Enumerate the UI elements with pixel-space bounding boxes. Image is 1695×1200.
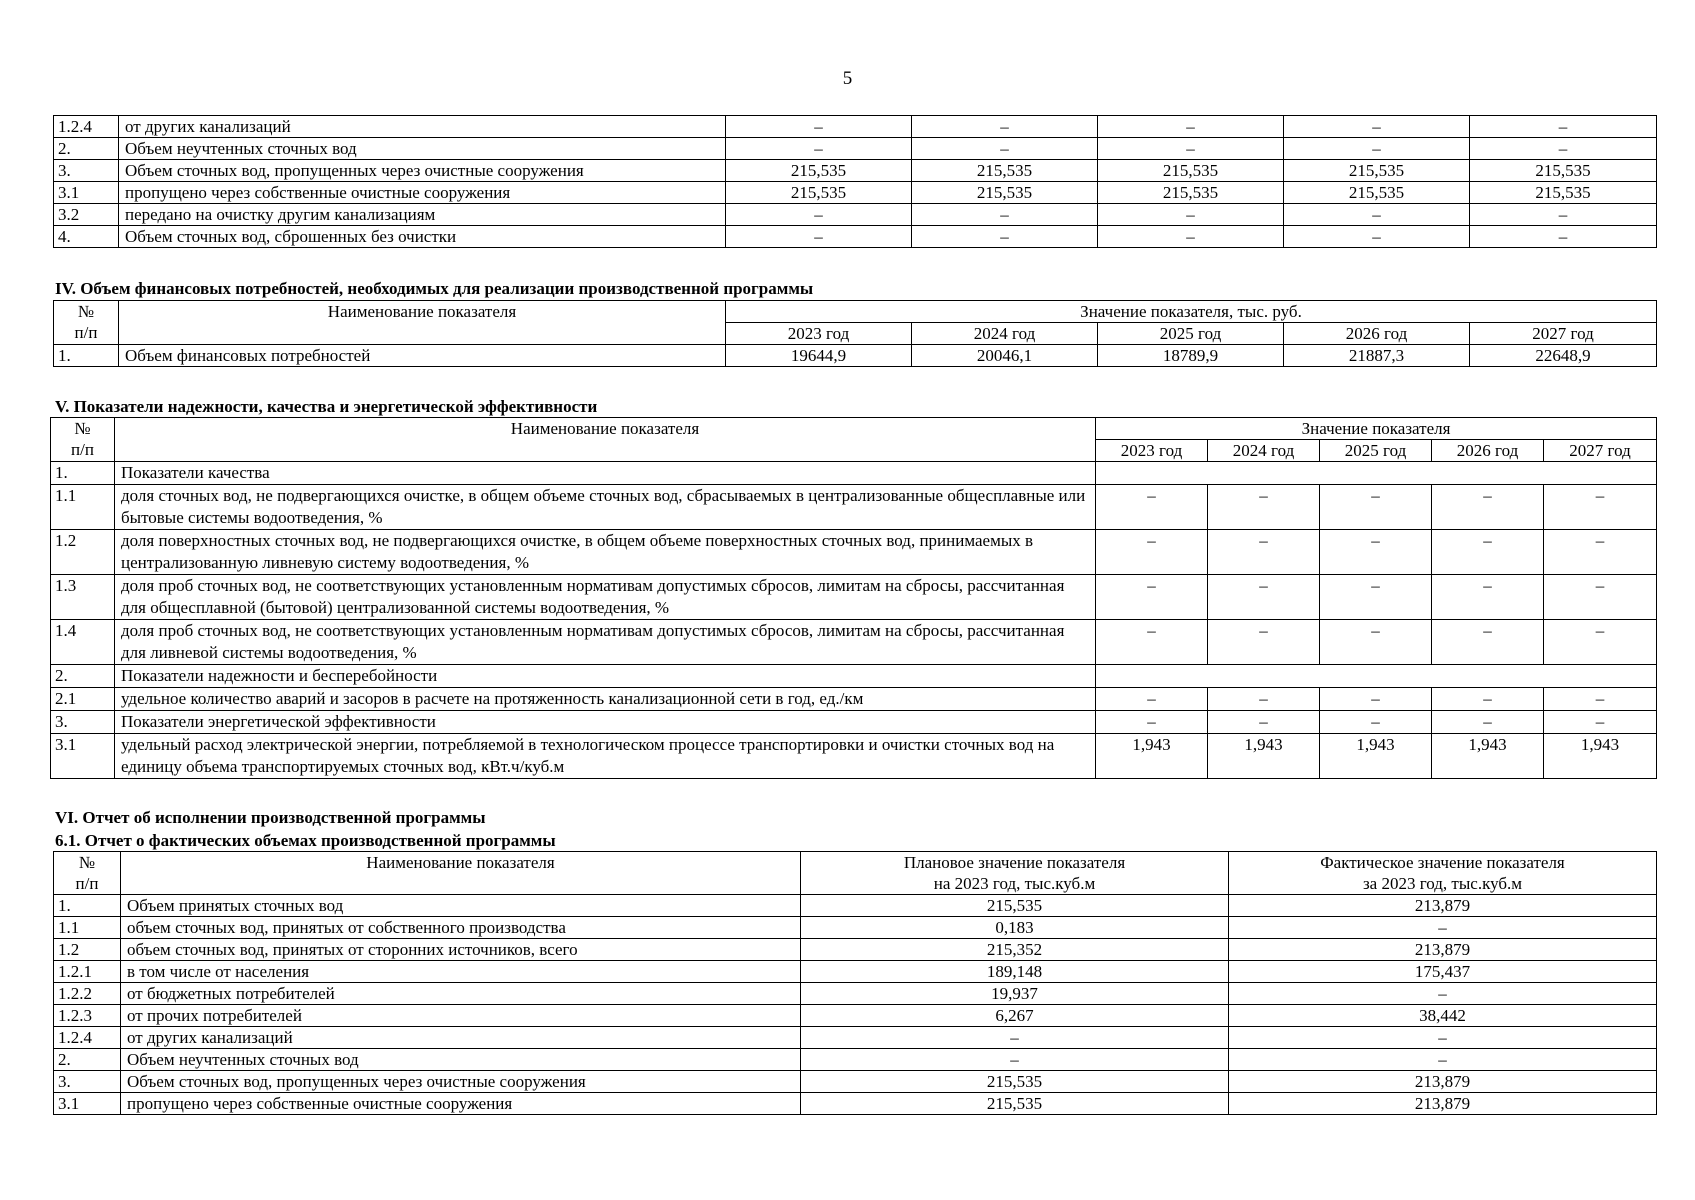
row-value: 215,535 bbox=[726, 182, 912, 204]
row-name: пропущено через собственные очистные сооружения bbox=[119, 182, 726, 204]
col-num-line2: п/п bbox=[75, 874, 99, 893]
row-number: 3.1 bbox=[54, 1093, 121, 1115]
col-num-header bbox=[54, 301, 119, 345]
row-value: – bbox=[912, 226, 1098, 248]
row-name: Показатели надежности и бесперебойности bbox=[115, 665, 1096, 688]
table-row bbox=[51, 711, 1657, 734]
row-value: – bbox=[912, 204, 1098, 226]
row-fact-value: 175,437 bbox=[1229, 961, 1657, 983]
row-value: – bbox=[1284, 138, 1470, 160]
row-number: 3.1 bbox=[51, 734, 115, 779]
row-number: 3. bbox=[54, 160, 119, 182]
row-number: 1.2 bbox=[54, 939, 121, 961]
row-value: – bbox=[1208, 688, 1320, 711]
row-fact-value: – bbox=[1229, 1049, 1657, 1071]
row-value: – bbox=[1284, 226, 1470, 248]
row-value: – bbox=[1096, 575, 1208, 620]
row-value: – bbox=[1544, 530, 1657, 575]
col-num-line2: п/п bbox=[74, 323, 98, 342]
table-row bbox=[54, 138, 1657, 160]
row-value: – bbox=[1432, 688, 1544, 711]
year-header: 2026 год bbox=[1432, 440, 1544, 462]
row-value: – bbox=[1470, 204, 1657, 226]
row-value: – bbox=[1098, 226, 1284, 248]
row-name: объем сточных вод, принятых от сторонних источников, всего bbox=[121, 939, 801, 961]
row-number: 1.2.1 bbox=[54, 961, 121, 983]
row-value: – bbox=[1432, 711, 1544, 734]
row-number: 1.3 bbox=[51, 575, 115, 620]
year-header: 2027 год bbox=[1470, 323, 1657, 345]
table-row bbox=[51, 665, 1657, 688]
col-num-line2: п/п bbox=[71, 440, 94, 459]
col-name-header: Наименование показателя bbox=[121, 852, 801, 895]
row-value: – bbox=[1544, 485, 1657, 530]
row-name: пропущено через собственные очистные сооружения bbox=[121, 1093, 801, 1115]
row-value: – bbox=[1208, 711, 1320, 734]
row-value: 1,943 bbox=[1432, 734, 1544, 779]
section-6-title: VI. Отчет об исполнении производственной программы bbox=[55, 808, 486, 827]
row-value: – bbox=[1544, 575, 1657, 620]
row-name: передано на очистку другим канализациям bbox=[119, 204, 726, 226]
col-plan-line1: Плановое значение показателя bbox=[903, 853, 1126, 872]
row-fact-value: – bbox=[1229, 1027, 1657, 1049]
row-value: 19644,9 bbox=[726, 345, 912, 367]
value-group-header: Значение показателя, тыс. руб. bbox=[726, 301, 1657, 323]
col-num-header bbox=[51, 418, 115, 462]
table-row bbox=[54, 939, 1657, 961]
row-value: – bbox=[1284, 116, 1470, 138]
row-number: 1.2 bbox=[51, 530, 115, 575]
row-number: 1.2.3 bbox=[54, 1005, 121, 1027]
row-name: от других канализаций bbox=[119, 116, 726, 138]
row-name: Объем неучтенных сточных вод bbox=[119, 138, 726, 160]
row-value: – bbox=[1432, 620, 1544, 665]
table-row bbox=[51, 462, 1657, 485]
row-value: 215,535 bbox=[1098, 160, 1284, 182]
row-fact-value: – bbox=[1229, 917, 1657, 939]
row-value: – bbox=[1320, 575, 1432, 620]
row-number: 2.1 bbox=[51, 688, 115, 711]
row-value: – bbox=[726, 138, 912, 160]
row-name: Показатели энергетической эффективности bbox=[115, 711, 1096, 734]
table-row bbox=[54, 1049, 1657, 1071]
row-value-empty bbox=[1096, 665, 1657, 688]
section-4-title: IV. Объем финансовых потребностей, необходимых для реализации производственной программы bbox=[55, 279, 814, 298]
row-value: 18789,9 bbox=[1098, 345, 1284, 367]
row-name: от других канализаций bbox=[121, 1027, 801, 1049]
col-num-line1: № bbox=[74, 419, 91, 438]
reliability-quality-table bbox=[50, 417, 1657, 779]
col-num-line1: № bbox=[77, 302, 95, 321]
row-value: 215,535 bbox=[912, 160, 1098, 182]
row-value: 22648,9 bbox=[1470, 345, 1657, 367]
row-fact-value: 213,879 bbox=[1229, 1093, 1657, 1115]
row-number: 1.1 bbox=[54, 917, 121, 939]
row-number: 3.2 bbox=[54, 204, 119, 226]
row-name: в том числе от населения bbox=[121, 961, 801, 983]
row-value: – bbox=[1320, 688, 1432, 711]
row-value: 215,535 bbox=[1470, 160, 1657, 182]
table-row bbox=[54, 1005, 1657, 1027]
row-value: – bbox=[912, 116, 1098, 138]
row-value: – bbox=[1208, 575, 1320, 620]
row-value: – bbox=[1096, 688, 1208, 711]
row-fact-value: 38,442 bbox=[1229, 1005, 1657, 1027]
row-fact-value: 213,879 bbox=[1229, 895, 1657, 917]
row-number: 3. bbox=[54, 1071, 121, 1093]
row-value: – bbox=[1098, 138, 1284, 160]
row-fact-value: 213,879 bbox=[1229, 1071, 1657, 1093]
row-value: – bbox=[726, 226, 912, 248]
row-number: 1.4 bbox=[51, 620, 115, 665]
row-number: 2. bbox=[54, 138, 119, 160]
row-name: доля проб сточных вод, не соответствующих установленным нормативам допустимых сбросов, лимитам на сбросы, рассчитанная для ливневой системы водоотведения, % bbox=[115, 620, 1096, 665]
top-continuation-table bbox=[53, 115, 1657, 248]
row-value: 215,535 bbox=[1098, 182, 1284, 204]
year-header: 2023 год bbox=[1096, 440, 1208, 462]
row-value: 1,943 bbox=[1320, 734, 1432, 779]
col-name-header: Наименование показателя bbox=[119, 301, 726, 345]
row-plan-value: – bbox=[801, 1027, 1229, 1049]
row-plan-value: 0,183 bbox=[801, 917, 1229, 939]
row-number: 1.2.2 bbox=[54, 983, 121, 1005]
section-6-subtitle: 6.1. Отчет о фактических объемах производственной программы bbox=[55, 831, 556, 850]
table-row bbox=[51, 530, 1657, 575]
table-row bbox=[54, 983, 1657, 1005]
row-number: 3. bbox=[51, 711, 115, 734]
row-number: 1. bbox=[54, 895, 121, 917]
row-plan-value: 215,535 bbox=[801, 1071, 1229, 1093]
year-header: 2023 год bbox=[726, 323, 912, 345]
row-number: 2. bbox=[51, 665, 115, 688]
row-value: – bbox=[1208, 485, 1320, 530]
table-row bbox=[54, 182, 1657, 204]
row-name: удельный расход электрической энергии, потребляемой в технологическом процессе транспортировки и очистки сточных вод на единицу объема транспортируемых сточных вод, кВт.ч/куб.м bbox=[115, 734, 1096, 779]
table-row bbox=[54, 1027, 1657, 1049]
row-value: – bbox=[1544, 711, 1657, 734]
row-name: Объем сточных вод, сброшенных без очистки bbox=[119, 226, 726, 248]
table-row bbox=[54, 1093, 1657, 1115]
row-number: 4. bbox=[54, 226, 119, 248]
row-name: Объем принятых сточных вод bbox=[121, 895, 801, 917]
row-value: 215,535 bbox=[1284, 182, 1470, 204]
row-value: – bbox=[726, 116, 912, 138]
col-fact-line2: за 2023 год, тыс.куб.м bbox=[1362, 874, 1523, 893]
table-row bbox=[51, 688, 1657, 711]
row-name: от прочих потребителей bbox=[121, 1005, 801, 1027]
col-num-header bbox=[54, 852, 121, 895]
row-name: Показатели качества bbox=[115, 462, 1096, 485]
row-value: 21887,3 bbox=[1284, 345, 1470, 367]
row-value: – bbox=[1320, 485, 1432, 530]
row-value: – bbox=[1096, 530, 1208, 575]
row-value: – bbox=[1432, 485, 1544, 530]
col-plan-header bbox=[801, 852, 1229, 895]
table-row bbox=[51, 575, 1657, 620]
table-row bbox=[51, 485, 1657, 530]
row-value-empty bbox=[1096, 462, 1657, 485]
row-value: – bbox=[1098, 116, 1284, 138]
table-row bbox=[54, 204, 1657, 226]
year-header: 2024 год bbox=[1208, 440, 1320, 462]
row-value: – bbox=[1096, 711, 1208, 734]
row-name: от бюджетных потребителей bbox=[121, 983, 801, 1005]
year-header: 2027 год bbox=[1544, 440, 1657, 462]
row-plan-value: 189,148 bbox=[801, 961, 1229, 983]
year-header: 2025 год bbox=[1098, 323, 1284, 345]
row-value: – bbox=[1320, 620, 1432, 665]
row-value: – bbox=[1544, 688, 1657, 711]
row-number: 2. bbox=[54, 1049, 121, 1071]
row-value: 215,535 bbox=[726, 160, 912, 182]
row-value: – bbox=[1096, 485, 1208, 530]
row-name: Объем неучтенных сточных вод bbox=[121, 1049, 801, 1071]
production-report-table bbox=[53, 851, 1657, 1115]
table-row bbox=[51, 734, 1657, 779]
row-value: – bbox=[1470, 138, 1657, 160]
row-plan-value: 215,352 bbox=[801, 939, 1229, 961]
page-number: 5 bbox=[842, 68, 853, 89]
row-number: 1.1 bbox=[51, 485, 115, 530]
row-name: доля сточных вод, не подвергающихся очистке, в общем объеме сточных вод, сбрасываемых в централизованные общесплавные или бытовые системы водоотведения, % bbox=[115, 485, 1096, 530]
financial-needs-table bbox=[53, 300, 1657, 367]
row-value: 1,943 bbox=[1208, 734, 1320, 779]
row-plan-value: 6,267 bbox=[801, 1005, 1229, 1027]
row-value: – bbox=[1096, 620, 1208, 665]
year-header: 2025 год bbox=[1320, 440, 1432, 462]
row-value: – bbox=[1432, 530, 1544, 575]
row-name: Объем финансовых потребностей bbox=[119, 345, 726, 367]
row-plan-value: 215,535 bbox=[801, 1093, 1229, 1115]
year-header: 2024 год bbox=[912, 323, 1098, 345]
value-group-header: Значение показателя bbox=[1096, 418, 1657, 440]
row-name: объем сточных вод, принятых от собственного производства bbox=[121, 917, 801, 939]
row-value: 1,943 bbox=[1544, 734, 1657, 779]
year-header: 2026 год bbox=[1284, 323, 1470, 345]
row-name: удельное количество аварий и засоров в расчете на протяженность канализационной сети в год, ед./км bbox=[115, 688, 1096, 711]
row-value: 215,535 bbox=[912, 182, 1098, 204]
row-plan-value: 19,937 bbox=[801, 983, 1229, 1005]
table-row bbox=[54, 160, 1657, 182]
row-number: 1.2.4 bbox=[54, 116, 119, 138]
row-fact-value: 213,879 bbox=[1229, 939, 1657, 961]
col-fact-header bbox=[1229, 852, 1657, 895]
row-value: 20046,1 bbox=[912, 345, 1098, 367]
col-name-header: Наименование показателя bbox=[115, 418, 1096, 462]
row-value: – bbox=[1284, 204, 1470, 226]
section-5-title: V. Показатели надежности, качества и энергетической эффективности bbox=[55, 397, 598, 416]
row-value: 1,943 bbox=[1096, 734, 1208, 779]
table-row bbox=[54, 895, 1657, 917]
row-value: – bbox=[1470, 116, 1657, 138]
table-row bbox=[54, 345, 1657, 367]
row-value: – bbox=[1320, 530, 1432, 575]
row-value: – bbox=[1098, 204, 1284, 226]
row-number: 1.2.4 bbox=[54, 1027, 121, 1049]
row-plan-value: – bbox=[801, 1049, 1229, 1071]
row-number: 1. bbox=[54, 345, 119, 367]
row-name: доля проб сточных вод, не соответствующих установленным нормативам допустимых сбросов, лимитам на сбросы, рассчитанная для общесплавной (бытовой) централизованной системы водоотведения, % bbox=[115, 575, 1096, 620]
row-value: – bbox=[912, 138, 1098, 160]
row-number: 3.1 bbox=[54, 182, 119, 204]
row-value: – bbox=[726, 204, 912, 226]
table-row bbox=[51, 620, 1657, 665]
col-num-line1: № bbox=[78, 853, 96, 872]
row-fact-value: – bbox=[1229, 983, 1657, 1005]
row-value: – bbox=[1470, 226, 1657, 248]
table-row bbox=[54, 116, 1657, 138]
row-name: Объем сточных вод, пропущенных через очистные сооружения bbox=[121, 1071, 801, 1093]
row-number: 1. bbox=[51, 462, 115, 485]
table-row bbox=[54, 1071, 1657, 1093]
row-value: – bbox=[1544, 620, 1657, 665]
row-name: Объем сточных вод, пропущенных через очистные сооружения bbox=[119, 160, 726, 182]
row-value: 215,535 bbox=[1284, 160, 1470, 182]
table-row bbox=[54, 917, 1657, 939]
row-value: – bbox=[1208, 620, 1320, 665]
col-plan-line2: на 2023 год, тыс.куб.м bbox=[933, 874, 1096, 893]
table-row bbox=[54, 226, 1657, 248]
row-value: – bbox=[1432, 575, 1544, 620]
row-value: – bbox=[1208, 530, 1320, 575]
row-name: доля поверхностных сточных вод, не подвергающихся очистке, в общем объеме поверхностных сточных вод, принимаемых в централизованную ливневую систему водоотведения, % bbox=[115, 530, 1096, 575]
row-value: 215,535 bbox=[1470, 182, 1657, 204]
row-plan-value: 215,535 bbox=[801, 895, 1229, 917]
col-fact-line1: Фактическое значение показателя bbox=[1320, 853, 1565, 872]
table-row bbox=[54, 961, 1657, 983]
row-value: – bbox=[1320, 711, 1432, 734]
